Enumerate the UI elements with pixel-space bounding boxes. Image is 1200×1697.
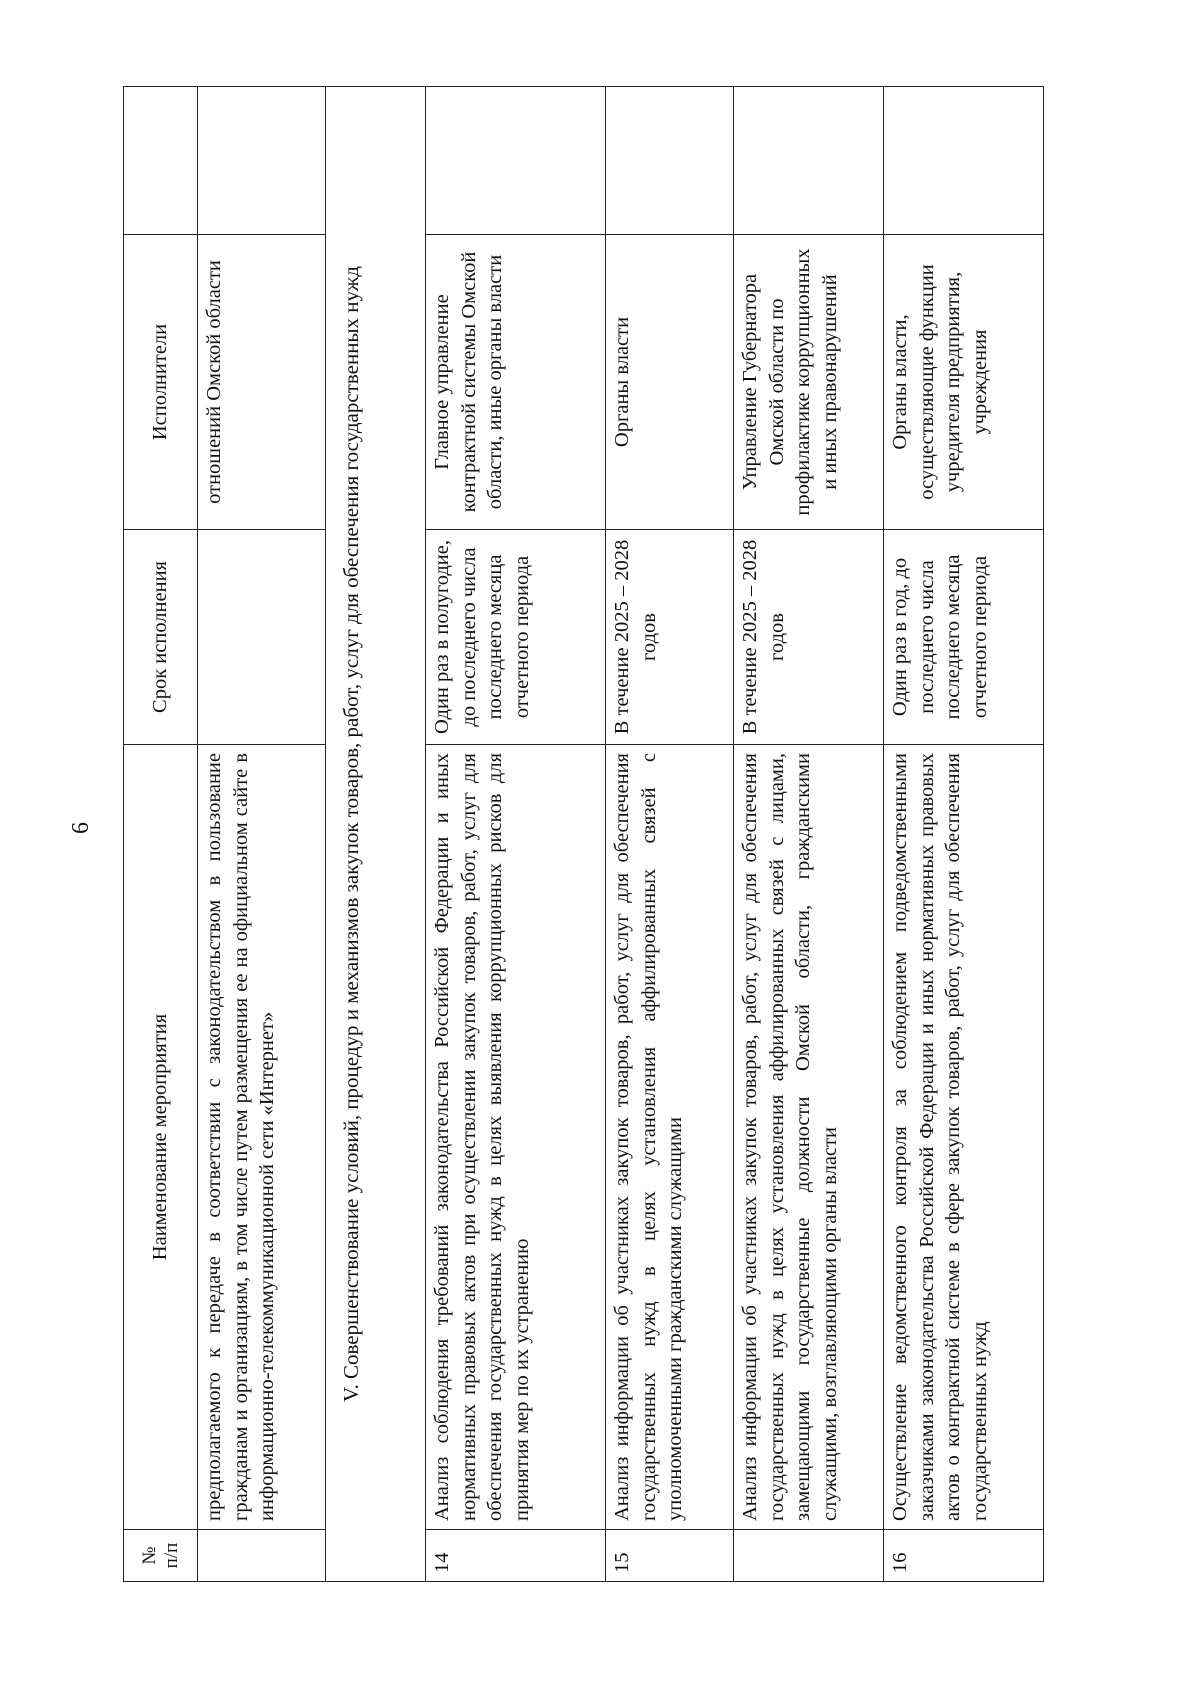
header-num: № п/п xyxy=(124,1530,198,1582)
cell-exec: Главное управление контрактной системы Омской области, иные органы власти xyxy=(426,235,606,530)
cell-num xyxy=(198,1530,326,1582)
cell-num: 16 xyxy=(884,1530,1044,1582)
cell-term: В течение 2025 – 2028 годов xyxy=(606,530,734,745)
table-row xyxy=(426,87,606,1582)
cell-term xyxy=(198,530,326,745)
cell-extra xyxy=(198,87,326,235)
cell-name: Анализ информации об участниках закупок товаров, работ, услуг для обеспечения государственных нужд в целях установления аффилированных связей с уполномоченными гражданскими служащими xyxy=(606,745,734,1530)
table-row xyxy=(734,87,884,1582)
table-header-row xyxy=(124,87,198,1582)
section-title: V. Совершенствование условий, процедур и механизмов закупок товаров, работ, услуг для обеспечения государственных нужд xyxy=(326,87,426,1582)
cell-num: 15 xyxy=(606,1530,734,1582)
cell-num xyxy=(734,1530,884,1582)
cell-extra xyxy=(606,87,734,235)
cell-term: В течение 2025 – 2028 годов xyxy=(734,530,884,745)
cell-exec: Управление Губернатора Омской области по профилактике коррупционных и иных правонарушений xyxy=(734,235,884,530)
cell-exec: Органы власти xyxy=(606,235,734,530)
section-row xyxy=(326,87,426,1582)
table-row xyxy=(606,87,734,1582)
cell-extra xyxy=(884,87,1044,235)
header-exec: Исполнители xyxy=(124,235,198,530)
cell-name: предполагаемого к передаче в соответствии с законодательством в пользование гражданам и организациям, в том числе путем размещения ее на официальном сайте в информационно-телекоммуникационной сети «Интернет» xyxy=(198,745,326,1530)
header-term: Срок исполнения xyxy=(124,530,198,745)
cell-name: Анализ соблюдения требований законодательства Российской Федерации и иных нормативных правовых актов при осуществлении закупок товаров, работ, услуг для обеспечения государственных нужд в целях выявления коррупционных рисков для принятия мер по их устранению xyxy=(426,745,606,1530)
header-extra-empty xyxy=(124,87,198,235)
cell-exec: отношений Омской области xyxy=(198,235,326,530)
cell-term: Один раз в год, до последнего числа последнего месяца отчетного периода xyxy=(884,530,1044,745)
cell-exec: Органы власти, осуществляющие функции учредителя предприятия, учреждения xyxy=(884,235,1044,530)
cell-extra xyxy=(426,87,606,235)
measures-table xyxy=(123,86,1044,1582)
cell-term: Один раз в полугодие, до последнего числа последнего месяца отчетного периода xyxy=(426,530,606,745)
page-number: 6 xyxy=(68,822,94,834)
header-name: Наименование мероприятия xyxy=(124,745,198,1530)
table-row-continuation xyxy=(198,87,326,1582)
cell-name: Анализ информации об участниках закупок товаров, работ, услуг для обеспечения государственных нужд в целях установления аффилированных связей с лицами, замещающими государственные должности Омской области, гражданскими служащими, возглавляющими органы власти xyxy=(734,745,884,1530)
cell-name: Осуществление ведомственного контроля за соблюдением подведомственными заказчиками законодательства Российской Федерации и иных нормативных правовых актов о контрактной системе в сфере закупок товаров, работ, услуг для обеспечения государственных нужд xyxy=(884,745,1044,1530)
rotated-table-sheet xyxy=(123,87,1078,1582)
cell-extra xyxy=(734,87,884,235)
cell-num: 14 xyxy=(426,1530,606,1582)
table-row xyxy=(884,87,1044,1582)
